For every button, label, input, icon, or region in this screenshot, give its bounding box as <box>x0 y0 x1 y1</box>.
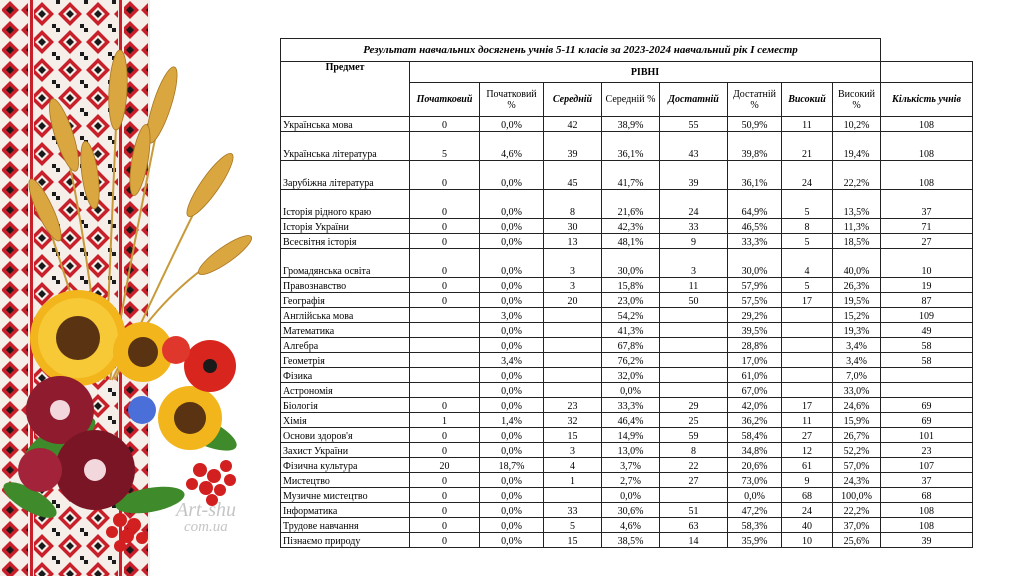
subject-cell: Хімія <box>281 413 410 428</box>
col-sufficient-pct-cell: 36,1% <box>728 161 782 190</box>
col-intermediate-cell: 39 <box>544 132 602 161</box>
col-elementary-cell <box>410 383 480 398</box>
col-high-cell <box>782 353 833 368</box>
table-row <box>281 293 973 308</box>
table-row <box>281 278 973 293</box>
col-high-pct-cell: 57,0% <box>833 458 881 473</box>
table-row <box>281 533 973 548</box>
col-high-pct-cell: 18,5% <box>833 234 881 249</box>
table-row <box>281 458 973 473</box>
col-sufficient-cell <box>660 488 728 503</box>
col-sufficient-cell: 29 <box>660 398 728 413</box>
col-elementary-cell: 0 <box>410 503 480 518</box>
col-student-count-cell: 68 <box>881 488 973 503</box>
col-elementary-pct-cell: 0,0% <box>480 161 544 190</box>
col-elementary-pct-cell: 0,0% <box>480 278 544 293</box>
col-sufficient-pct-cell: 57,5% <box>728 293 782 308</box>
col-high-cell: 17 <box>782 398 833 413</box>
col-elementary-pct-cell: 0,0% <box>480 234 544 249</box>
col-student-count-cell: 87 <box>881 293 973 308</box>
header-col-elementary-pct: Початковий % <box>480 83 544 117</box>
col-student-count-cell: 69 <box>881 398 973 413</box>
decorative-ukrainian-ornament <box>0 0 272 576</box>
table-row <box>281 503 973 518</box>
col-high-cell <box>782 323 833 338</box>
subject-cell: Правознавство <box>281 278 410 293</box>
col-high-pct-cell: 19,4% <box>833 132 881 161</box>
col-high-cell: 61 <box>782 458 833 473</box>
col-high-pct-cell: 15,9% <box>833 413 881 428</box>
subject-cell: Астрономія <box>281 383 410 398</box>
col-intermediate-cell: 33 <box>544 503 602 518</box>
col-sufficient-cell: 39 <box>660 161 728 190</box>
table-row <box>281 323 973 338</box>
col-sufficient-cell: 22 <box>660 458 728 473</box>
col-intermediate-pct-cell: 41,7% <box>602 161 660 190</box>
header-col-high-pct: Високий % <box>833 83 881 117</box>
col-sufficient-pct-cell: 46,5% <box>728 219 782 234</box>
col-high-pct-cell: 3,4% <box>833 353 881 368</box>
col-high-cell: 40 <box>782 518 833 533</box>
col-intermediate-cell: 45 <box>544 161 602 190</box>
table-row <box>281 443 973 458</box>
empty-cell <box>881 62 973 83</box>
col-sufficient-pct-cell: 50,9% <box>728 117 782 132</box>
table-row <box>281 368 973 383</box>
col-sufficient-pct-cell: 36,2% <box>728 413 782 428</box>
col-intermediate-cell: 30 <box>544 219 602 234</box>
col-sufficient-cell: 14 <box>660 533 728 548</box>
col-high-pct-cell: 19,5% <box>833 293 881 308</box>
col-intermediate-pct-cell: 2,7% <box>602 473 660 488</box>
col-elementary-cell: 0 <box>410 278 480 293</box>
col-elementary-cell: 0 <box>410 473 480 488</box>
subject-cell: Трудове навчання <box>281 518 410 533</box>
col-sufficient-pct-cell: 33,3% <box>728 234 782 249</box>
subject-cell: Громадянська освіта <box>281 249 410 278</box>
watermark-line-2: com.ua <box>184 519 228 535</box>
col-intermediate-pct-cell: 4,6% <box>602 518 660 533</box>
table-row <box>281 353 973 368</box>
col-student-count-cell: 10 <box>881 249 973 278</box>
col-elementary-cell <box>410 368 480 383</box>
col-sufficient-pct-cell: 47,2% <box>728 503 782 518</box>
subject-cell: Пізнаємо природу <box>281 533 410 548</box>
col-high-cell: 21 <box>782 132 833 161</box>
subject-cell: Географія <box>281 293 410 308</box>
col-sufficient-cell: 55 <box>660 117 728 132</box>
col-student-count-cell: 58 <box>881 353 973 368</box>
header-levels: РІВНІ <box>410 62 881 83</box>
table-row <box>281 161 973 190</box>
col-high-cell: 5 <box>782 190 833 219</box>
col-high-pct-cell: 11,3% <box>833 219 881 234</box>
results-table <box>280 38 973 548</box>
col-student-count-cell: 49 <box>881 323 973 338</box>
col-student-count-cell: 71 <box>881 219 973 234</box>
subject-cell: Всесвітня історія <box>281 234 410 249</box>
col-intermediate-cell: 3 <box>544 443 602 458</box>
col-high-pct-cell: 7,0% <box>833 368 881 383</box>
col-intermediate-cell <box>544 323 602 338</box>
subject-cell: Історія рідного краю <box>281 190 410 219</box>
col-high-cell: 8 <box>782 219 833 234</box>
col-intermediate-pct-cell: 0,0% <box>602 383 660 398</box>
col-intermediate-pct-cell: 13,0% <box>602 443 660 458</box>
col-sufficient-cell: 25 <box>660 413 728 428</box>
col-student-count-cell: 37 <box>881 190 973 219</box>
col-high-cell: 10 <box>782 533 833 548</box>
col-elementary-cell <box>410 338 480 353</box>
col-intermediate-pct-cell: 14,9% <box>602 428 660 443</box>
table-row <box>281 428 973 443</box>
table-row <box>281 219 973 234</box>
col-elementary-cell: 0 <box>410 443 480 458</box>
col-intermediate-pct-cell: 38,9% <box>602 117 660 132</box>
col-elementary-cell: 0 <box>410 117 480 132</box>
col-high-pct-cell: 13,5% <box>833 190 881 219</box>
col-intermediate-pct-cell: 32,0% <box>602 368 660 383</box>
col-student-count-cell: 109 <box>881 308 973 323</box>
col-student-count-cell: 108 <box>881 132 973 161</box>
col-intermediate-cell: 42 <box>544 117 602 132</box>
col-sufficient-cell <box>660 368 728 383</box>
col-high-pct-cell: 19,3% <box>833 323 881 338</box>
col-sufficient-cell: 8 <box>660 443 728 458</box>
col-sufficient-cell: 51 <box>660 503 728 518</box>
col-elementary-cell: 0 <box>410 398 480 413</box>
col-intermediate-pct-cell: 36,1% <box>602 132 660 161</box>
col-student-count-cell: 37 <box>881 473 973 488</box>
table-row <box>281 473 973 488</box>
col-high-cell: 4 <box>782 249 833 278</box>
col-high-cell <box>782 308 833 323</box>
subject-cell: Геометрія <box>281 353 410 368</box>
col-intermediate-cell: 3 <box>544 278 602 293</box>
col-sufficient-pct-cell: 28,8% <box>728 338 782 353</box>
col-sufficient-pct-cell: 57,9% <box>728 278 782 293</box>
table-row <box>281 518 973 533</box>
col-intermediate-pct-cell: 46,4% <box>602 413 660 428</box>
header-col-student-count: Кількість учнів <box>881 83 973 117</box>
col-student-count-cell <box>881 368 973 383</box>
table-row <box>281 338 973 353</box>
col-high-pct-cell: 24,6% <box>833 398 881 413</box>
col-elementary-pct-cell: 3,0% <box>480 308 544 323</box>
subject-cell: Фізична культура <box>281 458 410 473</box>
results-spreadsheet <box>280 38 973 548</box>
col-elementary-cell <box>410 308 480 323</box>
col-high-pct-cell: 26,3% <box>833 278 881 293</box>
col-intermediate-pct-cell: 3,7% <box>602 458 660 473</box>
col-intermediate-cell: 15 <box>544 428 602 443</box>
subject-cell: Основи здоров'я <box>281 428 410 443</box>
col-high-pct-cell: 100,0% <box>833 488 881 503</box>
col-elementary-pct-cell: 0,0% <box>480 503 544 518</box>
col-intermediate-pct-cell: 54,2% <box>602 308 660 323</box>
col-high-pct-cell: 24,3% <box>833 473 881 488</box>
col-elementary-pct-cell: 0,0% <box>480 473 544 488</box>
col-elementary-pct-cell: 0,0% <box>480 518 544 533</box>
col-sufficient-cell: 43 <box>660 132 728 161</box>
col-sufficient-cell: 3 <box>660 249 728 278</box>
subject-cell: Математика <box>281 323 410 338</box>
col-student-count-cell: 108 <box>881 518 973 533</box>
col-high-cell: 27 <box>782 428 833 443</box>
col-intermediate-cell: 8 <box>544 190 602 219</box>
col-student-count-cell: 107 <box>881 458 973 473</box>
col-sufficient-cell: 24 <box>660 190 728 219</box>
col-intermediate-pct-cell: 48,1% <box>602 234 660 249</box>
subject-cell: Українська література <box>281 132 410 161</box>
col-sufficient-pct-cell: 67,0% <box>728 383 782 398</box>
col-student-count-cell: 39 <box>881 533 973 548</box>
col-sufficient-cell: 27 <box>660 473 728 488</box>
header-col-sufficient-pct: Достатній % <box>728 83 782 117</box>
col-sufficient-pct-cell: 39,5% <box>728 323 782 338</box>
col-sufficient-pct-cell: 39,8% <box>728 132 782 161</box>
col-intermediate-pct-cell: 30,0% <box>602 249 660 278</box>
table-row <box>281 413 973 428</box>
col-sufficient-cell <box>660 383 728 398</box>
col-elementary-pct-cell: 0,0% <box>480 398 544 413</box>
col-sufficient-pct-cell: 30,0% <box>728 249 782 278</box>
col-high-pct-cell: 26,7% <box>833 428 881 443</box>
col-sufficient-cell: 33 <box>660 219 728 234</box>
table-row <box>281 249 973 278</box>
col-sufficient-cell <box>660 323 728 338</box>
col-elementary-cell <box>410 323 480 338</box>
col-high-cell <box>782 368 833 383</box>
col-elementary-pct-cell: 4,6% <box>480 132 544 161</box>
subject-cell: Біологія <box>281 398 410 413</box>
col-high-cell: 24 <box>782 161 833 190</box>
col-high-pct-cell: 37,0% <box>833 518 881 533</box>
col-high-cell: 68 <box>782 488 833 503</box>
col-high-cell <box>782 338 833 353</box>
subject-cell: Історія України <box>281 219 410 234</box>
col-intermediate-pct-cell: 42,3% <box>602 219 660 234</box>
col-intermediate-pct-cell: 23,0% <box>602 293 660 308</box>
col-elementary-cell: 1 <box>410 413 480 428</box>
col-elementary-pct-cell: 0,0% <box>480 368 544 383</box>
col-sufficient-cell: 50 <box>660 293 728 308</box>
col-intermediate-cell <box>544 338 602 353</box>
header-col-intermediate: Середній <box>544 83 602 117</box>
col-elementary-cell: 0 <box>410 533 480 548</box>
col-intermediate-pct-cell: 0,0% <box>602 488 660 503</box>
col-intermediate-cell: 23 <box>544 398 602 413</box>
watermark-line-1: Art-shu <box>176 499 236 521</box>
col-high-cell: 24 <box>782 503 833 518</box>
col-intermediate-cell: 3 <box>544 249 602 278</box>
col-elementary-pct-cell: 0,0% <box>480 488 544 503</box>
col-high-cell: 12 <box>782 443 833 458</box>
header-subject: Предмет <box>281 62 410 117</box>
col-high-pct-cell: 52,2% <box>833 443 881 458</box>
col-sufficient-pct-cell: 42,0% <box>728 398 782 413</box>
col-sufficient-pct-cell: 58,3% <box>728 518 782 533</box>
col-student-count-cell <box>881 383 973 398</box>
col-elementary-cell: 0 <box>410 219 480 234</box>
table-row <box>281 383 973 398</box>
col-elementary-pct-cell: 0,0% <box>480 249 544 278</box>
col-sufficient-cell <box>660 338 728 353</box>
subject-cell: Фізика <box>281 368 410 383</box>
subject-cell: Алгебра <box>281 338 410 353</box>
table-title: Результат навчальних досягнень учнів 5-11 класів за 2023-2024 навчальний рік І семестр <box>281 39 881 62</box>
col-elementary-cell: 0 <box>410 518 480 533</box>
col-elementary-cell: 20 <box>410 458 480 473</box>
col-intermediate-cell: 1 <box>544 473 602 488</box>
header-col-elementary: Початковий <box>410 83 480 117</box>
col-sufficient-pct-cell: 29,2% <box>728 308 782 323</box>
col-sufficient-pct-cell: 64,9% <box>728 190 782 219</box>
col-intermediate-pct-cell: 38,5% <box>602 533 660 548</box>
header-col-sufficient: Достатній <box>660 83 728 117</box>
col-elementary-pct-cell: 1,4% <box>480 413 544 428</box>
col-sufficient-cell: 63 <box>660 518 728 533</box>
col-intermediate-cell <box>544 353 602 368</box>
col-sufficient-pct-cell: 20,6% <box>728 458 782 473</box>
col-intermediate-cell: 13 <box>544 234 602 249</box>
col-sufficient-pct-cell: 17,0% <box>728 353 782 368</box>
col-sufficient-pct-cell: 73,0% <box>728 473 782 488</box>
col-sufficient-cell: 11 <box>660 278 728 293</box>
table-row <box>281 132 973 161</box>
col-intermediate-pct-cell: 15,8% <box>602 278 660 293</box>
col-student-count-cell: 23 <box>881 443 973 458</box>
col-elementary-pct-cell: 18,7% <box>480 458 544 473</box>
col-intermediate-cell: 15 <box>544 533 602 548</box>
col-elementary-pct-cell: 0,0% <box>480 338 544 353</box>
col-elementary-pct-cell: 3,4% <box>480 353 544 368</box>
col-intermediate-cell <box>544 383 602 398</box>
col-sufficient-cell <box>660 353 728 368</box>
col-high-pct-cell: 25,6% <box>833 533 881 548</box>
col-intermediate-pct-cell: 41,3% <box>602 323 660 338</box>
subject-cell: Музичне мистецтво <box>281 488 410 503</box>
col-intermediate-cell: 4 <box>544 458 602 473</box>
col-student-count-cell: 101 <box>881 428 973 443</box>
subject-cell: Інформатика <box>281 503 410 518</box>
empty-cell <box>881 39 973 62</box>
col-high-cell: 11 <box>782 117 833 132</box>
subject-cell: Зарубіжна література <box>281 161 410 190</box>
col-sufficient-cell: 9 <box>660 234 728 249</box>
subject-cell: Мистецтво <box>281 473 410 488</box>
col-high-pct-cell: 40,0% <box>833 249 881 278</box>
col-elementary-pct-cell: 0,0% <box>480 219 544 234</box>
col-sufficient-pct-cell: 35,9% <box>728 533 782 548</box>
header-col-intermediate-pct: Середній % <box>602 83 660 117</box>
col-elementary-cell: 0 <box>410 190 480 219</box>
col-intermediate-cell <box>544 368 602 383</box>
col-student-count-cell: 19 <box>881 278 973 293</box>
col-high-pct-cell: 10,2% <box>833 117 881 132</box>
col-elementary-cell <box>410 353 480 368</box>
col-intermediate-pct-cell: 33,3% <box>602 398 660 413</box>
watermark <box>176 500 268 535</box>
col-intermediate-pct-cell: 30,6% <box>602 503 660 518</box>
col-intermediate-pct-cell: 67,8% <box>602 338 660 353</box>
table-row <box>281 117 973 132</box>
col-elementary-cell: 0 <box>410 293 480 308</box>
col-student-count-cell: 108 <box>881 117 973 132</box>
col-elementary-pct-cell: 0,0% <box>480 383 544 398</box>
col-high-cell: 11 <box>782 413 833 428</box>
col-elementary-cell: 5 <box>410 132 480 161</box>
subject-cell: Українська мова <box>281 117 410 132</box>
col-student-count-cell: 108 <box>881 503 973 518</box>
col-student-count-cell: 27 <box>881 234 973 249</box>
subject-cell: Англійська мова <box>281 308 410 323</box>
col-intermediate-pct-cell: 21,6% <box>602 190 660 219</box>
col-elementary-pct-cell: 0,0% <box>480 428 544 443</box>
col-high-cell <box>782 383 833 398</box>
table-row <box>281 398 973 413</box>
col-elementary-pct-cell: 0,0% <box>480 533 544 548</box>
col-elementary-cell: 0 <box>410 249 480 278</box>
col-intermediate-cell: 20 <box>544 293 602 308</box>
col-sufficient-cell: 59 <box>660 428 728 443</box>
col-elementary-cell: 0 <box>410 161 480 190</box>
col-intermediate-cell: 32 <box>544 413 602 428</box>
subject-cell: Захист України <box>281 443 410 458</box>
col-high-cell: 17 <box>782 293 833 308</box>
col-elementary-pct-cell: 0,0% <box>480 443 544 458</box>
col-sufficient-cell <box>660 308 728 323</box>
table-row <box>281 234 973 249</box>
col-sufficient-pct-cell: 0,0% <box>728 488 782 503</box>
table-row <box>281 190 973 219</box>
col-intermediate-cell <box>544 488 602 503</box>
table-row <box>281 308 973 323</box>
col-high-cell: 5 <box>782 278 833 293</box>
col-high-pct-cell: 22,2% <box>833 503 881 518</box>
col-elementary-pct-cell: 0,0% <box>480 117 544 132</box>
col-elementary-cell: 0 <box>410 428 480 443</box>
col-high-pct-cell: 3,4% <box>833 338 881 353</box>
col-sufficient-pct-cell: 61,0% <box>728 368 782 383</box>
table-row <box>281 488 973 503</box>
col-student-count-cell: 69 <box>881 413 973 428</box>
col-high-pct-cell: 15,2% <box>833 308 881 323</box>
col-sufficient-pct-cell: 34,8% <box>728 443 782 458</box>
col-high-cell: 9 <box>782 473 833 488</box>
col-elementary-cell: 0 <box>410 488 480 503</box>
col-elementary-pct-cell: 0,0% <box>480 323 544 338</box>
col-high-pct-cell: 22,2% <box>833 161 881 190</box>
col-sufficient-pct-cell: 58,4% <box>728 428 782 443</box>
col-intermediate-cell: 5 <box>544 518 602 533</box>
col-elementary-pct-cell: 0,0% <box>480 190 544 219</box>
col-intermediate-cell <box>544 308 602 323</box>
col-elementary-cell: 0 <box>410 234 480 249</box>
col-high-pct-cell: 33,0% <box>833 383 881 398</box>
col-student-count-cell: 108 <box>881 161 973 190</box>
col-intermediate-pct-cell: 76,2% <box>602 353 660 368</box>
col-high-cell: 5 <box>782 234 833 249</box>
col-elementary-pct-cell: 0,0% <box>480 293 544 308</box>
col-student-count-cell: 58 <box>881 338 973 353</box>
header-col-high: Високий <box>782 83 833 117</box>
